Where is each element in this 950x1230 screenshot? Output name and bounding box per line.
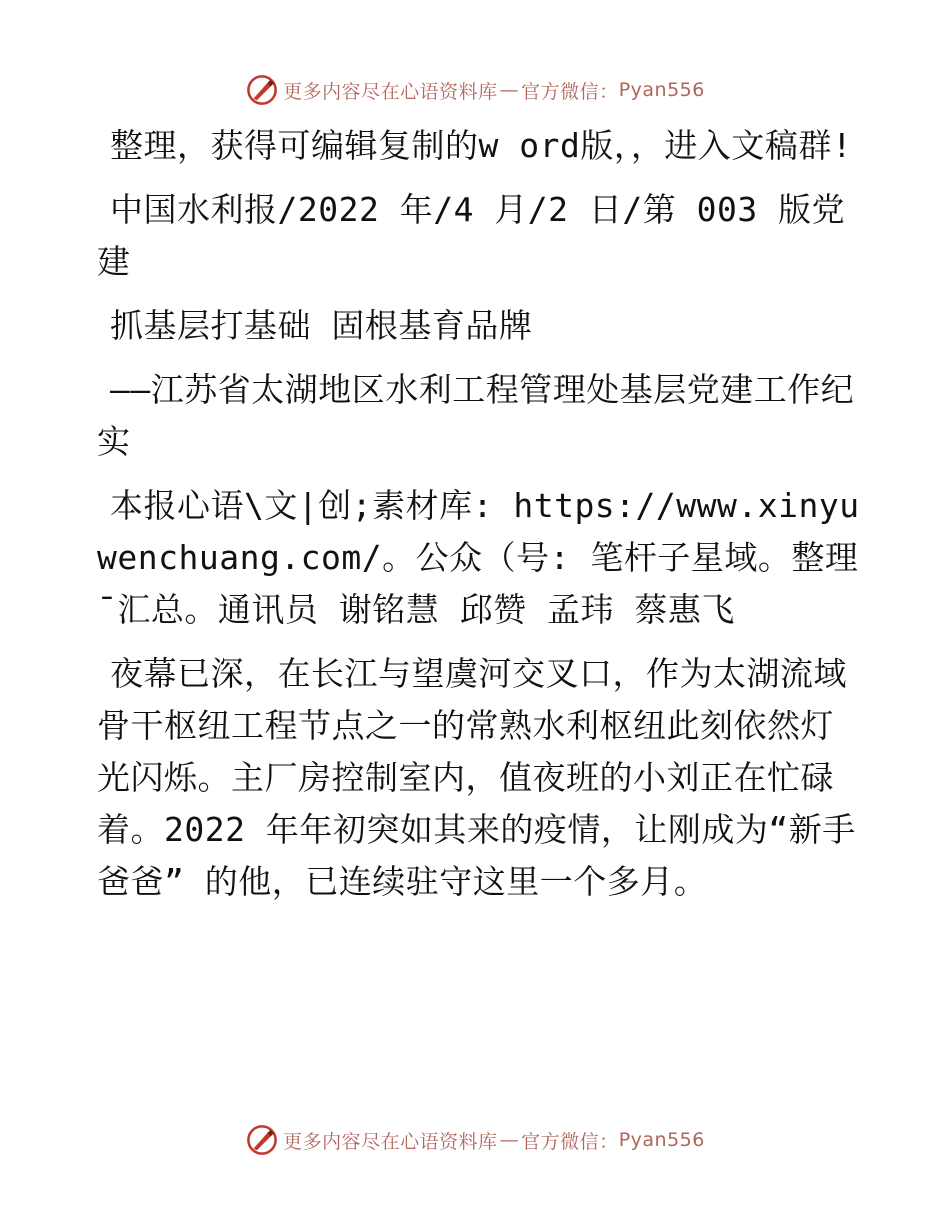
watermark-separator: — [499,79,520,101]
article-title: 抓基层打基础 固根基育品牌 [110,306,533,345]
pen-logo-icon [245,73,279,107]
pen-logo-icon [245,1123,279,1157]
watermark-wechat-label: 官方微信： [521,80,619,103]
watermark-banner-top [0,70,950,110]
watermark-site-text: 更多内容尽在心语资料库 [283,80,498,103]
document-body [97,120,867,920]
paragraph-body: 夜幕已深，在长江与望虞河交叉口，作为太湖流域骨干枢纽工程节点之一的常熟水利枢纽此刻依然灯光闪烁。主厂房控制室内，值夜班的小刘正在忙碌着。2022 年年初突如其来的疫情，让刚成为“新手爸爸” 的他，已连续驻守这里一个多月。 [97,654,856,901]
watermark-site-text: 更多内容尽在心语资料库 [283,1130,498,1153]
watermark-separator: — [499,1129,520,1151]
article-subtitle: ——江苏省太湖地区水利工程管理处基层党建工作纪实 [97,370,855,461]
paragraph-byline: 本报心语\文|创;素材库: https://www.xinyuwenchuang.com/。公众（号: 笔杆子星域。整理¯汇总。通讯员 谢铭慧 邱赞 孟玮 蔡惠飞 [97,486,860,629]
watermark-wechat-label: 官方微信： [521,1130,619,1153]
watermark-wechat-id: Pyan556 [618,1129,705,1151]
paragraph-intro: 整理，获得可编辑复制的w ord版，，进入文稿群! [110,126,853,165]
watermark-wechat-id: Pyan556 [618,79,705,101]
watermark-banner-bottom [0,1120,950,1160]
paragraph-source: 中国水利报/2022 年/4 月/2 日/第 003 版党建 [97,190,846,281]
